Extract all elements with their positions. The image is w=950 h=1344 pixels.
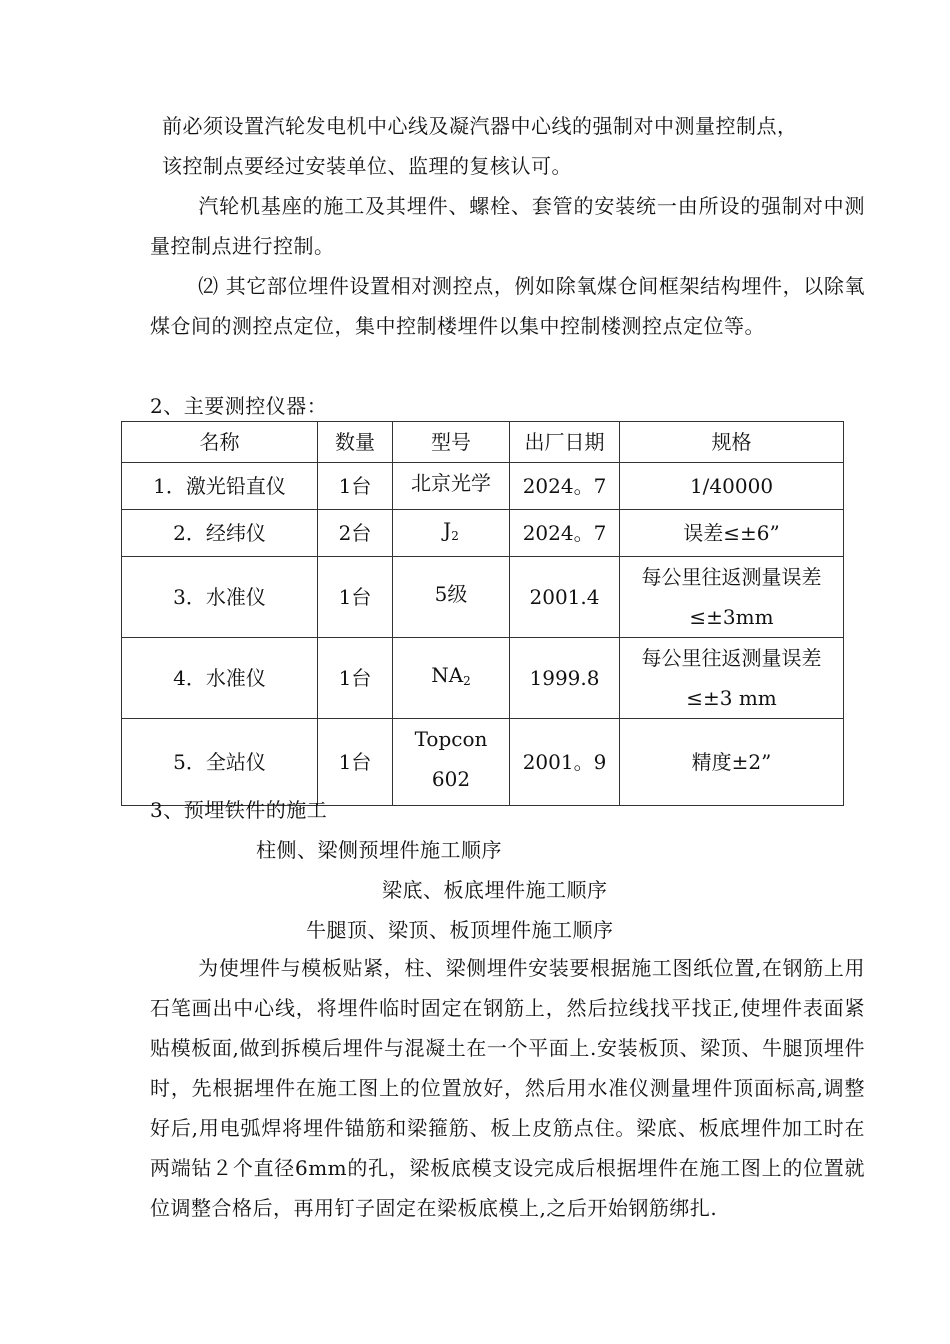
cell-name: 1．激光铅直仪 bbox=[122, 463, 318, 510]
cell-date: 2024。7 bbox=[510, 463, 620, 510]
table-header: 型号 bbox=[393, 422, 510, 463]
cell-model: $NA_2$ bbox=[393, 638, 510, 719]
paragraph bbox=[150, 266, 865, 346]
table-header: 规格 bbox=[620, 422, 844, 463]
cell-name: 4．水准仪 bbox=[122, 638, 318, 719]
cell-spec: 1/40000 bbox=[620, 463, 844, 510]
cell-model: 北京光学 bbox=[393, 463, 510, 510]
sequence-label: 柱侧、梁侧预埋件施工顺序 bbox=[256, 838, 502, 862]
sequence-label: 梁底、板底埋件施工顺序 bbox=[382, 878, 608, 902]
cell-qty: 1台 bbox=[318, 557, 393, 638]
cell-date: 1999.8 bbox=[510, 638, 620, 719]
paragraph-line: 前必须设置汽轮发电机中心线及凝汽器中心线的强制对中测量控制点， bbox=[162, 114, 798, 138]
cell-date: 2001.4 bbox=[510, 557, 620, 638]
cell-qty: 1台 bbox=[318, 638, 393, 719]
cell-model: 5级 bbox=[393, 557, 510, 638]
table-row bbox=[122, 463, 844, 510]
cell-name: 2．经纬仪 bbox=[122, 510, 318, 557]
cell-spec: 每公里往返测量误差≤±3mm bbox=[620, 557, 844, 638]
paragraph-line: 该控制点要经过安装单位、监理的复核认可。 bbox=[162, 154, 572, 178]
cell-date: 2001。9 bbox=[510, 719, 620, 806]
table-row bbox=[122, 557, 844, 638]
cell-name: 5．全站仪 bbox=[122, 719, 318, 806]
sequence-label: 牛腿顶、梁顶、板顶埋件施工顺序 bbox=[306, 918, 614, 942]
table-row bbox=[122, 719, 844, 806]
cell-qty: 2台 bbox=[318, 510, 393, 557]
paragraph bbox=[150, 948, 865, 1228]
table-header: 数量 bbox=[318, 422, 393, 463]
cell-name: 3．水准仪 bbox=[122, 557, 318, 638]
instrument-table bbox=[121, 421, 844, 806]
cell-date: 2024。7 bbox=[510, 510, 620, 557]
section-heading: 3、预埋铁件的施工 bbox=[150, 798, 328, 822]
cell-qty: 1台 bbox=[318, 463, 393, 510]
cell-model: Topcon 602 bbox=[393, 719, 510, 806]
table-row bbox=[122, 510, 844, 557]
cell-spec: 精度±2” bbox=[620, 719, 844, 806]
table-header: 出厂日期 bbox=[510, 422, 620, 463]
table-row bbox=[122, 638, 844, 719]
cell-qty: 1台 bbox=[318, 719, 393, 806]
table-header: 名称 bbox=[122, 422, 318, 463]
cell-spec: 误差≤±6” bbox=[620, 510, 844, 557]
paragraph bbox=[150, 186, 865, 266]
paragraph-text: 汽轮机基座的施工及其埋件、螺栓、套管的安装统一由所设的强制对中测量控制点进行控制。 bbox=[150, 194, 865, 258]
paragraph-text: ⑵ 其它部位埋件设置相对测控点，例如除氧煤仓间框架结构埋件，以除氧煤仓间的测控点定位，集中控制楼埋件以集中控制楼测控点定位等。 bbox=[150, 274, 865, 338]
section-heading: 2、主要测控仪器： bbox=[150, 394, 328, 418]
cell-spec: 每公里往返测量误差≤±3 mm bbox=[620, 638, 844, 719]
paragraph-text: 为使埋件与模板贴紧，柱、梁侧埋件安装要根据施工图纸位置,在钢筋上用石笔画出中心线，将埋件临时固定在钢筋上，然后拉线找平找正,使埋件表面紧贴模板面,做到拆模后埋件与混凝土在一个平面上.安装板顶、梁顶、牛腿顶埋件时，先根据埋件在施工图上的位置放好，然后用水准仪测量埋件顶面标高,调整好后,用电弧焊将埋件锚筋和梁箍筋、板上皮筋点住。梁底、板底埋件加工时在两端钻２个直径6mm的孔，梁板底模支设完成后根据埋件在施工图上的位置就位调整合格后，再用钉子固定在梁板底模上,之后开始钢筋绑扎. bbox=[150, 956, 865, 1220]
cell-model: $J_2$ bbox=[393, 510, 510, 557]
